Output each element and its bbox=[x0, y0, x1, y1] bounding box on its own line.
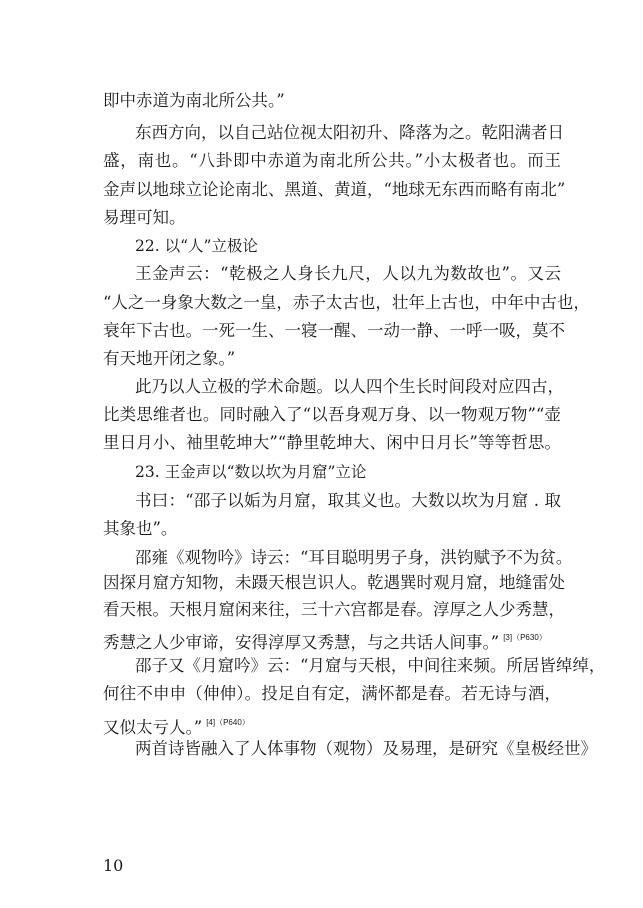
text-line: 金声以地球立论论南北、黑道、黄道，“地球无东西而略有南北” bbox=[103, 180, 566, 199]
text-line: 书曰：“邵子以姤为月窟，取其义也。大数以坎为月窟 . 取 bbox=[135, 491, 561, 510]
text-span: 又似太亏人。” bbox=[103, 718, 203, 737]
text-line: 盛，南也。“八卦即中赤道为南北所公共。”小太极者也。而王 bbox=[103, 151, 561, 170]
citation: [4]（P640） bbox=[206, 718, 250, 727]
text-line: 即中赤道为南北所公共。” bbox=[103, 91, 285, 110]
page-number: 10 bbox=[103, 856, 124, 875]
citation: [3]（P630） bbox=[503, 633, 547, 642]
text-line: 看天根。天根月窟闲来往，三十六宫都是春。淳厚之人少秀慧， bbox=[103, 600, 565, 619]
text-line: 何往不申申（伸伸）。投足自有定，满怀都是春。若无诗与酒， bbox=[103, 684, 561, 703]
text-line: 此乃以人立极的学术命题。以人四个生长时间段对应四古， bbox=[135, 377, 564, 396]
text-line: 东西方向，以自己站位视太阳初升、降落为之。乾阳满者日 bbox=[135, 123, 564, 142]
text-line: 其象也”。 bbox=[103, 519, 178, 538]
text-line bbox=[103, 627, 561, 654]
text-line: 里日月小、袖里乾坤大”“静里乾坤大、闲中日月长”等等哲思。 bbox=[103, 433, 561, 452]
section-heading: 22. 以“人”立极论 bbox=[135, 237, 258, 255]
text-line: 两首诗皆融入了人体事物（观物）及易理，是研究《皇极经世》 bbox=[135, 739, 597, 758]
text-line: “人之一身象大数之一皇，赤子太古也，壮年上古也，中年中古也， bbox=[103, 293, 590, 312]
text-line: 邵子又《月窟吟》云：“月窟与天根，中间往来频。所居皆绰绰， bbox=[135, 656, 606, 675]
text-line: 邵雍《观物吟》诗云：“耳目聪明男子身，洪钧赋予不为贫。 bbox=[135, 548, 573, 567]
text-span: 秀慧之人少审谛，安得淳厚又秀慧，与之共话人间事。” bbox=[103, 633, 500, 652]
text-line: 易理可知。 bbox=[103, 208, 186, 227]
text-line: 王金声云：“乾极之人身长九尺，人以九为数故也”。又云 bbox=[135, 264, 561, 283]
text-line: 比类思维者也。同时融入了“以吾身观万身、以一物观万物”“壶 bbox=[103, 405, 561, 424]
text-line: 衰年下古也。一死一生、一寝一醒、一动一静、一呼一吸，莫不 bbox=[103, 321, 565, 340]
text-line: 有天地开闭之象。” bbox=[103, 349, 236, 368]
text-line: 因探月窟方知物，未蹑天根岂识人。乾遇巽时观月窟，地缝雷处 bbox=[103, 573, 565, 592]
section-heading: 23. 王金声以“数以坎为月窟”立论 bbox=[135, 463, 367, 481]
text-line bbox=[103, 712, 561, 739]
